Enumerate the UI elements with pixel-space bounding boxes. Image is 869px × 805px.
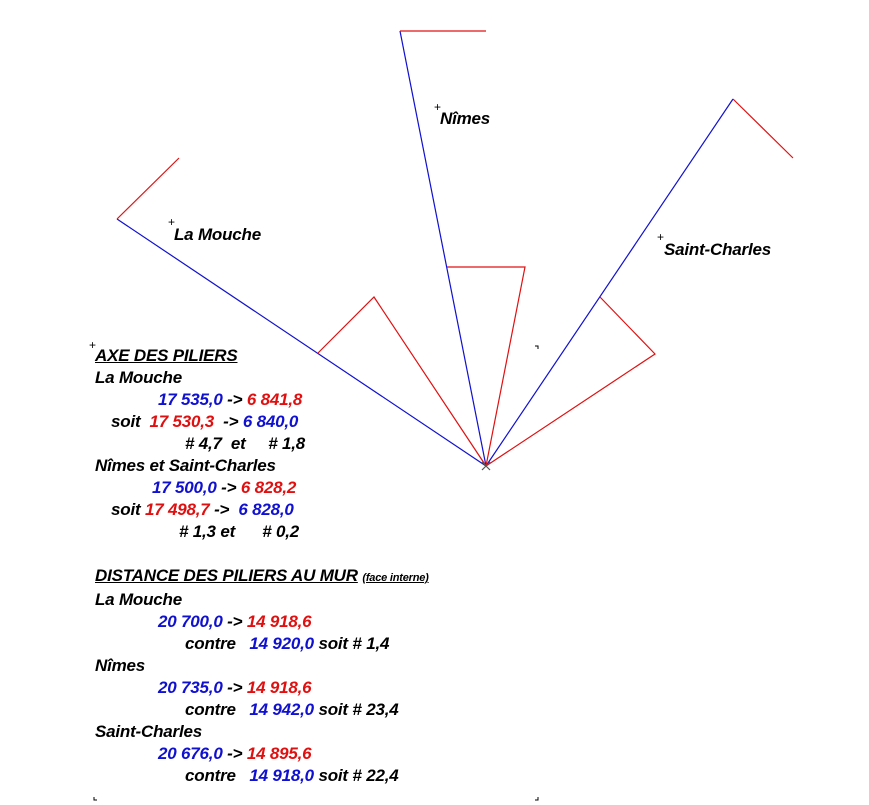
insert-mark: + bbox=[434, 100, 442, 114]
corner-mark-bottom-right bbox=[535, 797, 538, 800]
insert-mark: + bbox=[89, 338, 97, 352]
axe-la-mouche-line1: 17 535,0 -> 6 841,8 bbox=[158, 390, 303, 409]
distance-saint-charles-line2: contre 14 918,0 soit # 22,4 bbox=[185, 766, 399, 785]
wall-nimes bbox=[447, 267, 525, 466]
corner-mark-bottom-left bbox=[94, 797, 97, 800]
axe-la-mouche-name: La Mouche bbox=[95, 368, 182, 387]
insert-mark: + bbox=[657, 230, 665, 244]
axe-nimes-sc-line1: 17 500,0 -> 6 828,2 bbox=[152, 478, 297, 497]
distance-nimes-name: Nîmes bbox=[95, 656, 146, 675]
distance-title-row bbox=[95, 565, 429, 589]
distance-saint-charles-name: Saint-Charles bbox=[95, 722, 202, 741]
distance-saint-charles-line1: 20 676,0 -> 14 895,6 bbox=[158, 744, 312, 763]
tick-saint-charles bbox=[733, 99, 793, 158]
label-nimes: Nîmes bbox=[440, 109, 491, 128]
axe-title: AXE DES PILIERS bbox=[95, 346, 238, 365]
distance-nimes-line2: contre 14 942,0 soit # 23,4 bbox=[185, 700, 399, 719]
axe-la-mouche-line2: soit 17 530,3 -> 6 840,0 bbox=[111, 412, 299, 431]
distance-la-mouche-line1: 20 700,0 -> 14 918,6 bbox=[158, 612, 312, 631]
distance-la-mouche-name: La Mouche bbox=[95, 590, 182, 609]
distance-title: DISTANCE DES PILIERS AU MUR bbox=[95, 566, 358, 585]
wall-saint-charles bbox=[486, 297, 655, 466]
axis-saint-charles bbox=[486, 99, 733, 466]
axe-nimes-sc-name: Nîmes et Saint-Charles bbox=[95, 456, 276, 475]
distance-la-mouche-line2: contre 14 920,0 soit # 1,4 bbox=[185, 634, 390, 653]
label-la-mouche: La Mouche bbox=[174, 225, 261, 244]
corner-mark bbox=[535, 346, 538, 349]
tick-la-mouche bbox=[117, 158, 179, 219]
axe-nimes-sc-line2: soit 17 498,7 -> 6 828,0 bbox=[111, 500, 294, 519]
axe-nimes-sc-line3: # 1,3 et # 0,2 bbox=[179, 522, 300, 541]
label-saint-charles: Saint-Charles bbox=[664, 240, 771, 259]
distance-nimes-line1: 20 735,0 -> 14 918,6 bbox=[158, 678, 312, 697]
axe-la-mouche-line3: # 4,7 et # 1,8 bbox=[185, 434, 306, 453]
distance-subtitle: (face interne) bbox=[362, 572, 429, 584]
notes-block bbox=[95, 345, 429, 787]
insert-mark: + bbox=[168, 215, 176, 229]
